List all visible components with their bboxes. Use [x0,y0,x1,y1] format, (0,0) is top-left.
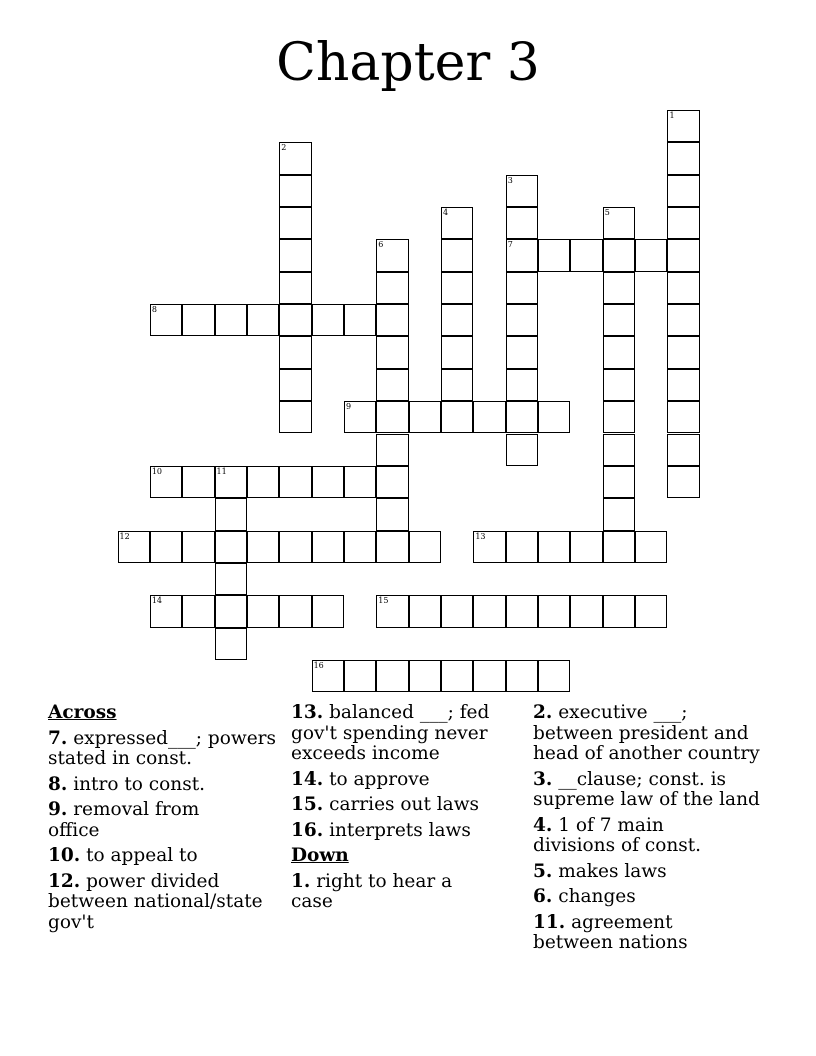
grid-cell[interactable] [279,336,311,368]
grid-cell[interactable] [182,304,214,336]
grid-cell[interactable] [344,660,376,692]
grid-cell[interactable] [667,142,699,174]
grid-cell[interactable] [247,531,279,563]
grid-cell[interactable] [506,239,538,271]
grid-cell[interactable] [215,531,247,563]
across-heading: Across [48,702,117,723]
grid-cell[interactable] [279,207,311,239]
grid-cell[interactable] [182,595,214,627]
grid-cell[interactable] [150,595,182,627]
clue-down-4: 4. 1 of 7 main divisions of const. [533,814,702,856]
clue-across-14: 14. to approve [291,768,430,790]
clue-number: 13 [475,531,486,541]
grid-cell[interactable] [603,239,635,271]
clue-across-12: 12. power divided between national/state gov't [48,870,263,933]
clue-number: 2 [281,143,287,153]
grid-cell[interactable] [215,563,247,595]
grid-cell[interactable] [182,531,214,563]
grid-cell[interactable] [376,434,408,466]
grid-cell[interactable] [215,628,247,660]
grid-cell[interactable] [667,239,699,271]
grid-cell[interactable] [247,595,279,627]
grid-cell[interactable] [538,531,570,563]
grid-cell[interactable] [376,498,408,530]
grid-cell[interactable] [473,401,505,433]
grid-cell[interactable] [506,660,538,692]
grid-cell[interactable] [603,369,635,401]
clue-across-8: 8. intro to const. [48,773,206,795]
clue-across-13: 13. balanced ___; fed gov't spending never exceeds income [291,702,490,764]
grid-cell[interactable] [247,304,279,336]
grid-cell[interactable] [312,466,344,498]
grid-cell[interactable] [409,401,441,433]
clue-down-11: 11. agreement between nations [533,911,688,953]
grid-cell[interactable] [538,660,570,692]
grid-cell[interactable] [441,660,473,692]
grid-cell[interactable] [344,466,376,498]
grid-cell[interactable] [279,304,311,336]
down-heading: Down [291,845,349,866]
grid-cell[interactable] [150,531,182,563]
grid-cell[interactable] [570,531,602,563]
clue-across-15: 15. carries out laws [291,794,480,815]
grid-cell[interactable] [570,595,602,627]
grid-cell[interactable] [279,239,311,271]
grid-cell[interactable] [279,369,311,401]
grid-cell[interactable] [667,466,699,498]
clue-down-5: 5. makes laws [533,860,667,882]
grid-cell[interactable] [182,466,214,498]
grid-cell[interactable] [247,466,279,498]
grid-cell[interactable] [667,272,699,304]
grid-cell[interactable] [344,531,376,563]
clue-down-1: 1. right to hear a case [291,870,453,912]
grid-cell[interactable] [279,531,311,563]
clue-number: 4 [443,208,449,218]
grid-cell[interactable] [215,498,247,530]
grid-cell[interactable] [344,304,376,336]
grid-cell[interactable] [441,239,473,271]
grid-cell[interactable] [538,595,570,627]
grid-cell[interactable] [441,401,473,433]
grid-cell[interactable] [506,336,538,368]
grid-cell[interactable] [603,434,635,466]
clues-column-1 [48,703,276,938]
grid-cell[interactable] [118,531,150,563]
grid-cell[interactable] [506,401,538,433]
grid-cell[interactable] [409,660,441,692]
grid-cell[interactable] [506,531,538,563]
grid-cell[interactable] [441,336,473,368]
grid-cell[interactable] [603,498,635,530]
clue-number: 16 [313,660,324,670]
grid-cell[interactable] [667,175,699,207]
grid-cell[interactable] [603,401,635,433]
grid-cell[interactable] [441,272,473,304]
grid-cell[interactable] [376,239,408,271]
clue-number: 8 [151,305,157,315]
grid-cell[interactable] [603,466,635,498]
grid-cell[interactable] [312,595,344,627]
grid-cell[interactable] [279,175,311,207]
grid-cell[interactable] [279,401,311,433]
grid-cell[interactable] [506,272,538,304]
grid-cell[interactable] [635,239,667,271]
grid-cell[interactable] [635,595,667,627]
grid-cell[interactable] [473,531,505,563]
clue-across-10: 10. to appeal to [48,845,198,866]
clue-number: 15 [378,596,389,606]
clue-number: 9 [345,402,352,412]
grid-cell[interactable] [603,336,635,368]
grid-cell[interactable] [376,466,408,498]
grid-cell[interactable] [376,531,408,563]
grid-cell[interactable] [150,304,182,336]
grid-cell[interactable] [667,207,699,239]
grid-cell[interactable] [538,239,570,271]
grid-cell[interactable] [409,531,441,563]
grid-cell[interactable] [215,466,247,498]
grid-cell[interactable] [376,304,408,336]
clue-number: 1 [669,111,675,120]
grid-cell[interactable] [603,207,635,239]
grid-cell[interactable] [376,595,408,627]
page-title: Chapter 3 [276,33,540,93]
clues-column-2 [291,703,516,918]
clue-across-7: 7. expressed___; powers stated in const. [48,727,276,769]
grid-cell[interactable] [667,434,699,466]
grid-cell[interactable] [150,466,182,498]
grid-cell[interactable] [667,110,699,142]
grid-cell[interactable] [441,207,473,239]
grid-cell[interactable] [441,304,473,336]
grid-cell[interactable] [312,304,344,336]
grid-cell[interactable] [279,595,311,627]
grid-cell[interactable] [215,304,247,336]
grid-cell[interactable] [409,595,441,627]
grid-cell[interactable] [376,369,408,401]
grid-cell[interactable] [376,336,408,368]
grid-cell[interactable] [667,369,699,401]
grid-cell[interactable] [473,595,505,627]
grid-cell[interactable] [312,660,344,692]
grid-cell[interactable] [279,466,311,498]
grid-cell[interactable] [473,660,505,692]
clue-number: 12 [119,531,130,541]
grid-cell[interactable] [376,272,408,304]
clues-column-3 [533,703,773,959]
clue-down-2: 2. executive ___; between president and head of another country [533,702,760,764]
clue-number: 10 [151,466,163,476]
grid-cell[interactable] [506,175,538,207]
grid-cell[interactable] [506,369,538,401]
grid-cell[interactable] [667,336,699,368]
clue-number: 11 [216,466,227,476]
grid-cell[interactable] [279,142,311,174]
grid-cell[interactable] [376,401,408,433]
clue-across-9: 9. removal from office [48,799,200,841]
grid-cell[interactable] [635,531,667,563]
grid-cell[interactable] [376,660,408,692]
grid-cell[interactable] [570,239,602,271]
clue-number: 5 [604,208,610,218]
grid-cell[interactable] [538,401,570,433]
clue-down-6: 6. changes [533,886,636,907]
grid-cell[interactable] [667,304,699,336]
grid-cell[interactable] [603,304,635,336]
clue-down-3: 3. __clause; const. is supreme law of the land [533,768,760,810]
grid-cell[interactable] [441,369,473,401]
clue-number: 14 [151,596,163,606]
grid-cell[interactable] [344,401,376,433]
clue-number: 7 [507,240,513,250]
clue-across-16: 16. interprets laws [291,819,471,841]
grid-cell[interactable] [667,401,699,433]
grid-cell[interactable] [506,434,538,466]
grid-cell[interactable] [506,207,538,239]
grid-cell[interactable] [279,272,311,304]
grid-cell[interactable] [603,272,635,304]
clue-number: 6 [378,240,384,250]
clue-number: 3 [507,175,513,185]
grid-cell[interactable] [603,595,635,627]
grid-cell[interactable] [506,595,538,627]
grid-cell[interactable] [312,531,344,563]
grid-cell[interactable] [506,304,538,336]
grid-cell[interactable] [215,595,247,627]
grid-cell[interactable] [603,531,635,563]
grid-cell[interactable] [441,595,473,627]
